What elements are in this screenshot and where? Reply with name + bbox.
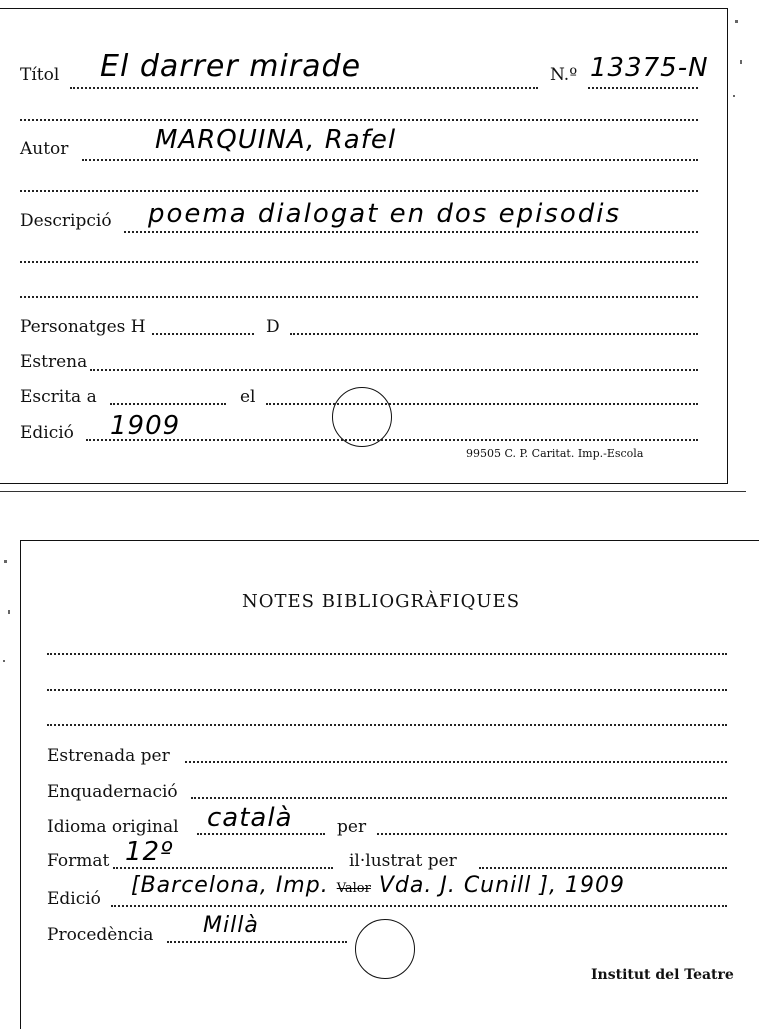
escrita-label: Escrita a — [20, 387, 97, 407]
descripcio-line — [124, 231, 698, 233]
idioma-line — [197, 833, 325, 835]
descripcio-label: Descripció — [20, 211, 112, 231]
idioma-per-label: per — [337, 817, 367, 837]
scan-speck — [735, 20, 738, 23]
page-separator — [0, 491, 746, 492]
catalog-card-front — [0, 8, 728, 484]
num-line — [588, 87, 698, 89]
notes-title: NOTES BIBLIOGRÀFIQUES — [242, 591, 521, 612]
idioma-per-line — [377, 833, 727, 835]
procedencia-value: Millà — [203, 913, 259, 938]
ruled-line — [20, 190, 698, 192]
institut-imprint: Institut del Teatre — [591, 967, 734, 983]
format-value: 12º — [125, 837, 174, 867]
descripcio-value: poema dialogat en dos episodis — [148, 199, 622, 229]
estrenada-label: Estrenada per — [47, 746, 170, 766]
enquadernacio-line — [191, 797, 727, 799]
num-label: N.º — [550, 65, 578, 85]
printer-imprint: 99505 C. P. Caritat. Imp.-Escola — [466, 447, 644, 460]
personatges-d-line — [290, 333, 698, 335]
autor-label: Autor — [20, 139, 69, 159]
punch-hole — [355, 919, 415, 979]
el-label: el — [240, 387, 256, 407]
ruled-line — [47, 653, 727, 655]
ruled-line — [20, 119, 698, 121]
idioma-value: català — [207, 803, 293, 833]
ruled-line — [20, 296, 698, 298]
titol-line — [70, 87, 538, 89]
scan-speck — [733, 95, 735, 97]
ruled-line — [47, 724, 727, 726]
edicio2-label: Edició — [47, 889, 101, 909]
punch-hole — [332, 387, 392, 447]
format-label: Format — [47, 851, 110, 871]
titol-value: El darrer mirade — [100, 49, 362, 84]
num-value: 13375-N — [590, 53, 709, 83]
ruled-line — [20, 261, 698, 263]
edicio2-line — [111, 905, 727, 907]
personatges-d-label: D — [266, 317, 280, 337]
edicio2-struck: Valor — [336, 881, 371, 896]
ruled-line — [47, 689, 727, 691]
scan-speck — [8, 610, 10, 614]
idioma-label: Idioma original — [47, 817, 179, 837]
edicio2-value-a: [Barcelona, Imp. — [131, 873, 329, 898]
procedencia-label: Procedència — [47, 925, 154, 945]
catalog-card-back — [20, 540, 759, 1029]
illustrat-line — [479, 867, 727, 869]
edicio-value: 1909 — [110, 411, 181, 441]
procedencia-line — [167, 941, 347, 943]
edicio-label: Edició — [20, 423, 74, 443]
scan-speck — [3, 660, 5, 662]
estrenada-line — [185, 761, 727, 763]
escrita-line — [110, 403, 226, 405]
edicio2-value — [131, 873, 625, 898]
estrena-label: Estrena — [20, 352, 88, 372]
scan-speck — [4, 560, 7, 563]
illustrat-label: il·lustrat per — [349, 851, 457, 871]
edicio2-value-b: Vda. J. Cunill ], 1909 — [378, 873, 625, 898]
estrena-line — [90, 369, 698, 371]
titol-label: Títol — [20, 65, 60, 85]
personatges-label: Personatges H — [20, 317, 146, 337]
autor-value: MARQUINA, Rafel — [155, 125, 397, 155]
format-line — [113, 867, 333, 869]
scan-speck — [740, 60, 742, 64]
personatges-h-line — [152, 333, 254, 335]
el-line — [266, 403, 698, 405]
enquadernacio-label: Enquadernació — [47, 782, 178, 802]
autor-line — [82, 159, 698, 161]
